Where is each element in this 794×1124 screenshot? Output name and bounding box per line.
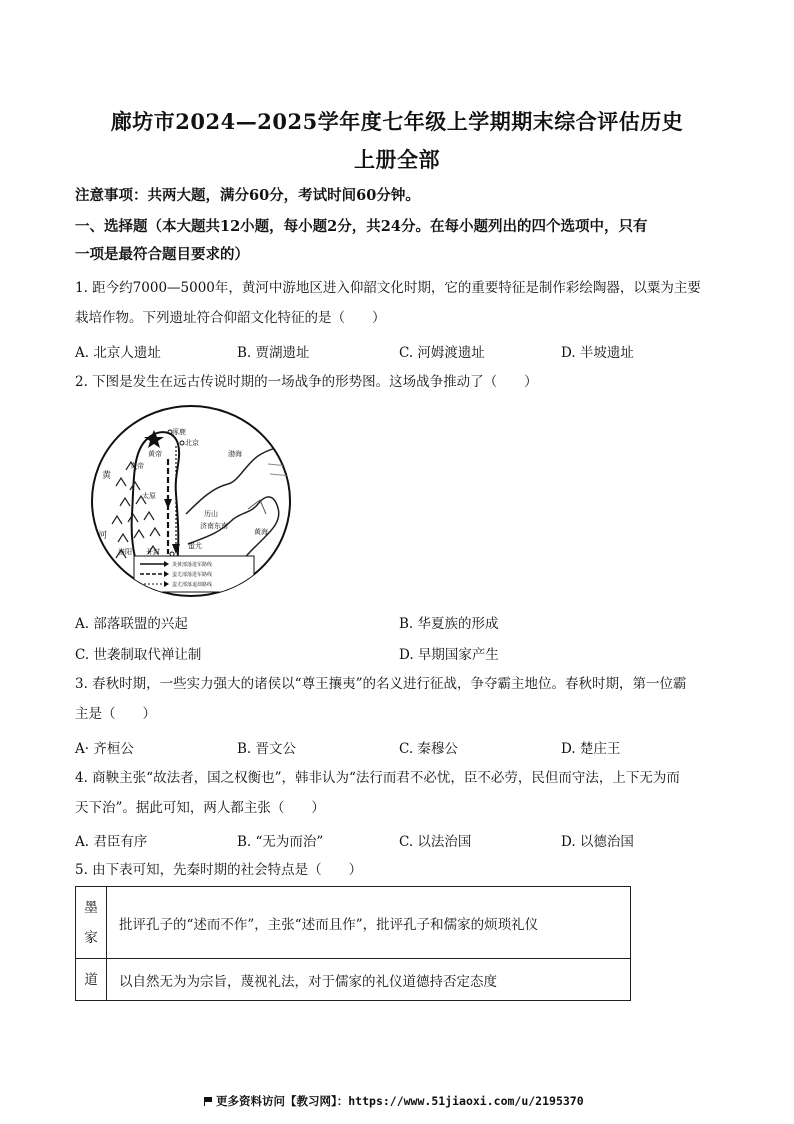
legend-item-2: 蚩尤部落进军路线 (172, 572, 213, 578)
table-row (76, 959, 631, 1001)
map-label-huanghai: 黄海 (254, 528, 268, 536)
table-row (76, 887, 631, 959)
map-label-lishan: 历山 (204, 510, 218, 518)
q2-option-b: B. 华夏族的形成 (399, 616, 499, 632)
q2-option-d: D. 早期国家产生 (399, 647, 499, 663)
q3-option-c: C. 秦穆公 (399, 741, 458, 757)
q1-option-d: D. 半坡遗址 (561, 345, 634, 361)
q4-option-d: D. 以德治国 (561, 834, 634, 850)
question-4-line1: 4. 商鞅主张“故法者，国之权衡也”，韩非认为“法行而君不必忧，臣不必劳，民但而守法，上下无为而 (75, 770, 680, 786)
q3-option-a: A· 齐桓公 (75, 741, 134, 757)
page-subtitle: 上册全部 (354, 147, 440, 172)
legend-item-1: 炎黄部落进军路线 (172, 562, 213, 568)
footer-note (204, 1093, 584, 1109)
map-label-he: 河 (98, 531, 108, 541)
table-value-cell: 以自然无为为宗旨，蔑视礼法，对于儒家的礼仪道德持否定态度 (107, 959, 631, 1001)
map-label-huangdi: 黄帝 (148, 450, 162, 458)
question-1-line2: 栽培作物。下列遗址符合仰韶文化特征的是（ ） (75, 310, 386, 326)
map-label-luoyang: 洛阳 (118, 548, 132, 556)
q3-option-d: D. 楚庄王 (561, 741, 621, 757)
table-key-cell: 道 (76, 959, 107, 1001)
map-label-bohai: 渤海 (228, 450, 242, 458)
table-value-cell: 批评孔子的“述而不作”，主张“述而且作”，批评孔子和儒家的烦琐礼仪 (107, 887, 631, 959)
footer-text: 更多资料访问【教习网】：https://www.51jiaoxi.com/u/2195370 (216, 1094, 584, 1108)
map-label-jinan: 济南东南 (200, 522, 228, 530)
map-label-kaifeng: 开封 (146, 548, 160, 556)
q1-option-b: B. 贾湖遗址 (237, 345, 310, 361)
question-5-line1: 5. 由下表可知，先秦时期的社会特点是（ ） (75, 862, 363, 878)
section-heading-line1: 一、选择题（本大题共12小题，每小题2分，共24分。在每小题列出的四个选项中，只有 (75, 218, 648, 235)
notice: 注意事项：共两大题，满分60分，考试时间60分钟。 (75, 187, 420, 204)
section-heading-line2: 一项是最符合题目要求的） (75, 246, 249, 263)
q2-option-a: A. 部落联盟的兴起 (75, 616, 188, 632)
q4-option-c: C. 以法治国 (399, 834, 472, 850)
page-title: 廊坊市2024—2025学年度七年级上学期期末综合评估历史 (110, 109, 684, 134)
legend-item-3: 蚩尤部落退却路线 (172, 582, 213, 588)
question-1-line1: 1. 距今约7000—5000年，黄河中游地区进入仰韶文化时期，它的重要特征是制作彩绘陶器，以粟为主要 (75, 280, 701, 296)
q3-option-b: B. 晋文公 (237, 741, 297, 757)
schools-table (75, 886, 631, 1001)
question-3-line2: 主是（ ） (75, 706, 156, 722)
battle-map (88, 404, 294, 602)
map-label-taiyuan: 太原 (142, 492, 156, 500)
map-label-beijing: 北京 (185, 439, 199, 447)
map-label-zhuolu: 涿鹿 (172, 428, 186, 436)
q4-option-b: B. “无为而治” (237, 834, 324, 850)
map-label-chiyou: 蚩尤 (188, 542, 202, 550)
q4-option-a: A. 君臣有序 (75, 834, 148, 850)
map-label-yandi: 炎帝 (130, 462, 144, 470)
question-3-line1: 3. 春秋时期，一些实力强大的诸侯以“尊王攘夷”的名义进行征战，争夺霸主地位。春秋时期，第一位霸 (75, 676, 687, 692)
map-label-huang: 黄 (102, 471, 112, 481)
flag-icon (204, 1097, 213, 1106)
question-2-line1: 2. 下图是发生在远古传说时期的一场战争的形势图。这场战争推动了（ ） (75, 374, 538, 390)
q2-option-c: C. 世袭制取代禅让制 (75, 647, 202, 663)
table-key-cell: 墨家 (76, 887, 107, 959)
q1-option-a: A. 北京人遗址 (75, 345, 161, 361)
question-4-line2: 天下治”。据此可知，两人都主张（ ） (75, 800, 325, 816)
q1-option-c: C. 河姆渡遗址 (399, 345, 485, 361)
